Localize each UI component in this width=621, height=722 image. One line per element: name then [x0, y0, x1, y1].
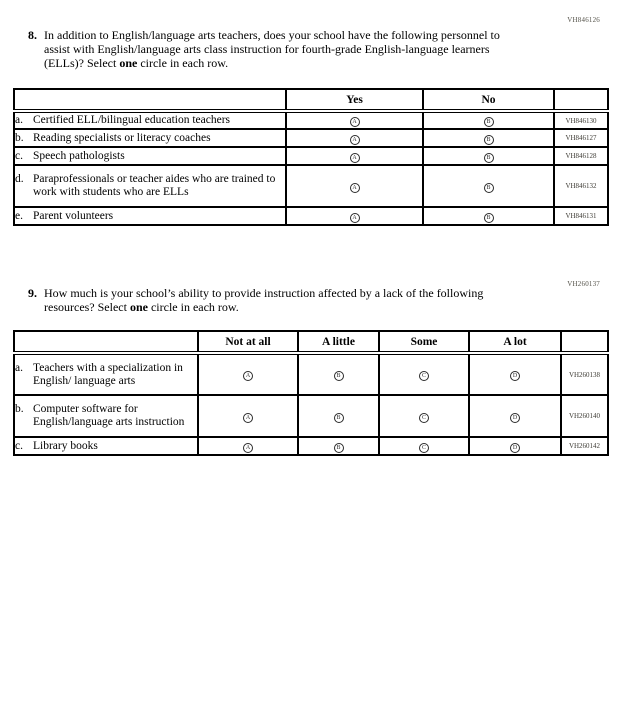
circle-letter: B — [486, 214, 491, 221]
row-letter: c. — [15, 439, 23, 452]
circle-letter: B — [486, 184, 491, 191]
row-accession-code: VH260142 — [561, 437, 608, 455]
circle-letter: C — [421, 414, 426, 421]
question-8-text-end: circle in each row. — [137, 55, 229, 70]
question-8-accession-code: VH846126 — [567, 16, 600, 24]
response-circle-yes[interactable] — [350, 183, 360, 193]
row-letter: b. — [15, 131, 24, 144]
question-8-text-start: In addition to English/language arts teachers, does your school have the following personnel to assist with English/language arts class instruction for fourth-grade English-language learners (ELLs)? Select — [44, 28, 500, 70]
response-circle-a-lot[interactable] — [510, 413, 520, 423]
row-label: Computer software for English/language arts instruction — [33, 403, 185, 428]
row-label: Reading specialists or literacy coaches — [33, 131, 211, 144]
response-circle-not-at-all[interactable] — [243, 413, 253, 423]
column-header-a-lot: A lot — [469, 331, 561, 353]
circle-letter: B — [486, 136, 491, 143]
row-label: Speech pathologists — [33, 149, 125, 162]
blank-header-cell — [14, 89, 286, 111]
blank-header-cell — [14, 331, 198, 353]
blank-header-cell — [554, 89, 608, 111]
table-row-a — [14, 111, 608, 129]
response-circle-yes[interactable] — [350, 135, 360, 145]
response-circle-yes[interactable] — [350, 117, 360, 127]
circle-letter: A — [352, 119, 357, 125]
row-label: Teachers with a specialization in English/ language arts — [33, 361, 183, 387]
response-circle-no[interactable] — [484, 213, 494, 223]
row-accession-code: VH260140 — [561, 395, 608, 437]
response-circle-a-little[interactable] — [334, 413, 344, 423]
row-accession-code: VH846132 — [554, 165, 608, 207]
row-label-cell — [14, 165, 286, 207]
column-header-yes: Yes — [286, 89, 423, 111]
row-accession-code: VH846130 — [554, 111, 608, 129]
question-9-bold-word: one — [129, 299, 148, 314]
row-label-cell — [14, 207, 286, 225]
question-9-text — [44, 287, 520, 315]
question-8-bold-word: one — [119, 55, 138, 70]
column-header-no: No — [423, 89, 554, 111]
question-9-text-start: How much is your school’s ability to provide instruction affected by a lack of the following resources? Select — [44, 286, 484, 314]
circle-letter: A — [245, 373, 251, 379]
row-label-cell — [14, 395, 198, 437]
circle-letter: A — [352, 136, 357, 143]
row-letter: c. — [15, 149, 23, 162]
table-row-e — [14, 207, 608, 225]
question-8-table — [13, 88, 609, 226]
circle-letter: D — [512, 444, 518, 451]
circle-letter: B — [336, 444, 341, 451]
row-letter: a. — [15, 114, 23, 126]
row-letter: a. — [15, 361, 23, 374]
circle-letter: B — [486, 119, 491, 125]
response-circle-yes[interactable] — [350, 153, 360, 163]
response-circle-some[interactable] — [419, 371, 429, 381]
row-accession-code: VH846128 — [554, 147, 608, 165]
response-circle-yes[interactable] — [350, 213, 360, 223]
row-label: Paraprofessionals or teacher aides who are trained to work with students who are ELLs — [33, 173, 276, 198]
response-circle-no[interactable] — [484, 135, 494, 145]
row-letter: d. — [15, 173, 24, 185]
row-letter: e. — [15, 209, 23, 222]
circle-letter: A — [352, 154, 357, 161]
response-circle-some[interactable] — [419, 413, 429, 423]
response-circle-some[interactable] — [419, 443, 429, 453]
row-accession-code: VH846131 — [554, 207, 608, 225]
circle-letter: D — [512, 373, 518, 379]
blank-header-cell — [561, 331, 608, 353]
column-header-a-little: A little — [298, 331, 379, 353]
response-circle-a-little[interactable] — [334, 443, 344, 453]
circle-letter: B — [336, 414, 341, 421]
table-row-a — [14, 353, 608, 395]
table-row-c — [14, 147, 608, 165]
question-8-header-row — [14, 89, 608, 111]
row-accession-code: VH260138 — [561, 353, 608, 395]
circle-letter: A — [245, 414, 251, 421]
row-accession-code: VH846127 — [554, 129, 608, 147]
response-circle-no[interactable] — [484, 183, 494, 193]
question-8-number: 8. — [28, 28, 37, 42]
circle-letter: A — [245, 444, 251, 451]
response-circle-not-at-all[interactable] — [243, 371, 253, 381]
circle-letter: B — [336, 373, 341, 379]
question-8-text — [44, 29, 520, 70]
row-label-cell — [14, 437, 198, 455]
column-header-not-at-all: Not at all — [198, 331, 298, 353]
table-row-c — [14, 437, 608, 455]
circle-letter: C — [421, 444, 426, 451]
circle-letter: A — [352, 214, 357, 221]
question-9-text-end: circle in each row. — [147, 299, 239, 314]
table-row-b — [14, 129, 608, 147]
circle-letter: D — [512, 414, 518, 421]
row-label-cell — [14, 353, 198, 395]
response-circle-a-lot[interactable] — [510, 371, 520, 381]
response-circle-a-lot[interactable] — [510, 443, 520, 453]
response-circle-not-at-all[interactable] — [243, 443, 253, 453]
circle-letter: A — [352, 184, 357, 191]
row-label: Parent volunteers — [33, 209, 114, 222]
column-header-some: Some — [379, 331, 469, 353]
question-8 — [28, 29, 520, 70]
row-label-cell — [14, 129, 286, 147]
question-9-header-row — [14, 331, 608, 353]
row-label-cell — [14, 111, 286, 129]
response-circle-no[interactable] — [484, 153, 494, 163]
row-label: Certified ELL/bilingual education teachers — [33, 114, 231, 126]
question-9-accession-code: VH260137 — [567, 280, 600, 288]
table-row-d — [14, 165, 608, 207]
table-row-b — [14, 395, 608, 437]
question-9 — [28, 287, 520, 315]
response-circle-no[interactable] — [484, 117, 494, 127]
response-circle-a-little[interactable] — [334, 371, 344, 381]
row-label: Library books — [33, 439, 98, 452]
circle-letter: B — [486, 154, 491, 161]
row-label-cell — [14, 147, 286, 165]
question-9-number: 9. — [28, 286, 37, 300]
circle-letter: C — [421, 373, 426, 379]
question-9-table — [13, 330, 609, 456]
row-letter: b. — [15, 403, 24, 415]
